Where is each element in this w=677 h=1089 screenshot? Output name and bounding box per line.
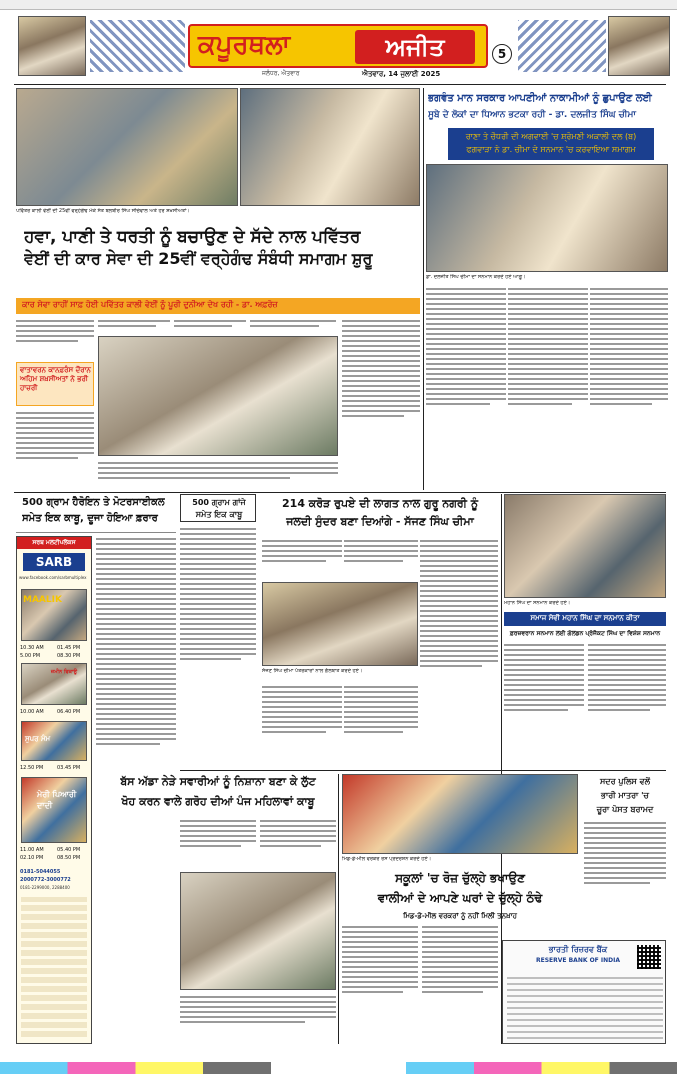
right-top-subhead-1: ਰਾਣਾ ਤੇ ਚੌਧਰੀ ਦੀ ਅਗਵਾਈ 'ਚ ਸ਼੍ਰੋਮਣੀ ਅਕਾਲੀ ਦਲ (ਬ) bbox=[465, 132, 637, 141]
police-headline-2: ਭਾਰੀ ਮਾਤਰਾ 'ਚ bbox=[601, 791, 649, 800]
movie-time-1a: 10.30 AM bbox=[20, 645, 44, 651]
top-story-col-2 bbox=[98, 318, 170, 334]
cinema-ad-website: www.facebook.com/sarbmultiplex bbox=[19, 575, 87, 580]
robbery-col-3 bbox=[180, 994, 336, 1044]
masthead-title-right: ਅਜੀਤ bbox=[355, 30, 475, 64]
heroin-headline-1: 500 ਗ੍ਰਾਮ ਹੈਰੋਇਨ ਤੇ ਮੋਟਰਸਾਈਕਲ bbox=[22, 497, 165, 508]
masthead-subtitle: ਜਲੰਧਰ, ਐਤਵਾਰ bbox=[262, 70, 300, 77]
robbery-photo bbox=[180, 872, 336, 990]
movie-time-1c: 5.00 PM bbox=[20, 653, 41, 659]
top-story-box-label: ਵਾਤਾਵਰਨ ਕਾਨਫ਼ਰੰਸ ਦੌਰਾਨ ਅਹਿਮ ਸ਼ਖ਼ਸੀਅਤਾਂ ਨੇ ਭਰੀ ਹਾਜ਼ਰੀ bbox=[20, 366, 91, 392]
crore-col-1 bbox=[262, 538, 342, 578]
movie-title-1: MAALIK bbox=[23, 595, 62, 605]
schools-headline-1: ਸਕੂਲਾਂ 'ਚ ਰੋਜ਼ ਚੁੱਲ੍ਹੇ ਭਖਾਉਣ bbox=[395, 871, 525, 885]
movie-time-2a: 10.00 AM bbox=[20, 709, 44, 715]
masthead-title-left: ਕਪੂਰਥਲਾ bbox=[198, 30, 291, 60]
top-photo-1 bbox=[16, 88, 238, 206]
cinema-ad bbox=[16, 536, 92, 1044]
heroin-headline-2: ਸਮੇਤ ਇਕ ਕਾਬੂ, ਦੂਜਾ ਹੋਇਆ ਫ਼ਰਾਰ bbox=[22, 513, 158, 524]
masthead-banner bbox=[188, 24, 488, 68]
small-story-headline-2: ਸਮੇਤ ਇਕ ਕਾਬੂ bbox=[195, 510, 243, 519]
top-right-divider bbox=[423, 88, 424, 490]
crore-headline-2: ਜਲਦੀ ਸੁੰਦਰ ਬਣਾ ਦਿਆਂਗੇ - ਸੱਜਣ ਸਿੰਘ ਚੀਮਾ bbox=[286, 515, 474, 528]
small-story-headline-1: 500 ਗ੍ਰਾਮ ਗਾਂਜੇ bbox=[192, 498, 246, 507]
movie-time-2b: 06.40 PM bbox=[57, 709, 81, 715]
top-story-col-6 bbox=[342, 318, 420, 488]
movie-time-3a: 12.50 PM bbox=[20, 765, 44, 771]
right-mid-headline: ਸਮਾਜ ਸੇਵੀ ਮਹਾਨ ਸਿੰਘ ਦਾ ਸਨਮਾਨ ਕੀਤਾ bbox=[530, 614, 640, 622]
masthead bbox=[0, 14, 677, 82]
bank-ad-body bbox=[507, 973, 663, 1039]
page-number: 5 bbox=[497, 47, 507, 61]
crore-col-2 bbox=[344, 538, 418, 578]
masthead-photo-right bbox=[608, 16, 670, 76]
movie-time-1b: 01.45 PM bbox=[57, 645, 81, 651]
mid-rule bbox=[14, 492, 666, 493]
right-top-subhead-2: ਫਗਵਾੜਾ ਨੇ ਡਾ. ਚੀਮਾ ਦੇ ਸਨਮਾਨ 'ਚ ਕਰਵਾਇਆ ਸਮਾਗਮ bbox=[466, 145, 636, 154]
top-story-col-3 bbox=[174, 318, 246, 334]
masthead-photo-left bbox=[18, 16, 86, 76]
cinema-phone-3: 0181-2299000, 2288400 bbox=[20, 885, 70, 890]
crore-col-4 bbox=[344, 684, 418, 766]
protest-photo-caption: ਮਿਡ-ਡੇ-ਮੀਲ ਵਰਕਰ ਰੋਸ ਪ੍ਰਦਰਸ਼ਨ ਕਰਦੇ ਹੋਏ। bbox=[342, 856, 432, 862]
masthead-pattern-right bbox=[518, 20, 606, 72]
masthead-pattern-left bbox=[90, 20, 185, 72]
masthead-date: ਐਤਵਾਰ, 14 ਜੁਲਾਈ 2025 bbox=[362, 70, 441, 78]
cinema-ad-brand: SARB bbox=[23, 553, 85, 571]
schools-subhead: ਮਿਡ-ਡੇ-ਮੀਲ ਵਰਕਰਾਂ ਨੂੰ ਨਹੀਂ ਮਿਲੀ ਤਨਖ਼ਾਹ bbox=[403, 912, 517, 920]
heroin-col-1 bbox=[96, 536, 176, 896]
crore-col-5 bbox=[420, 538, 498, 766]
robbery-col-2 bbox=[260, 818, 336, 868]
movie-title-4: ਮੇਰੀ ਪਿਆਰੀ ਦਾਦੀ bbox=[37, 790, 77, 810]
lower-rule bbox=[180, 770, 666, 771]
robbery-col-1 bbox=[180, 818, 256, 868]
bank-ad-title-en: RESERVE BANK OF INDIA bbox=[536, 957, 620, 964]
top-story-col-1b bbox=[16, 410, 94, 490]
page-number-badge bbox=[492, 44, 512, 64]
cinema-ad-filler bbox=[21, 897, 87, 1037]
bottom-strip bbox=[0, 1062, 677, 1074]
top-story-photo-3 bbox=[98, 336, 338, 456]
crore-photo bbox=[262, 582, 418, 666]
cinema-ad-header-text: ਸਰਬ ਮਲਟੀਪਲੈਕਸ bbox=[32, 539, 76, 546]
movie-title-3: ਸੁਪਰ ਮੰਮ bbox=[25, 735, 51, 743]
top-story-subhead-text: ਕਾਰ ਸੇਵਾ ਰਾਹੀਂ ਸਾਫ਼ ਹੋਈ ਪਵਿੱਤਰ ਕਾਲੀ ਵੇਈਂ ਨੂੰ ਪੂਰੀ ਦੁਨੀਆ ਦੇਖ ਰਹੀ - ਡਾ. ਅਫ਼ਰੋਜ਼ bbox=[22, 300, 278, 309]
top-photo-caption: ਪਵਿੱਤਰ ਕਾਲੀ ਵੇਈਂ ਦੀ 25ਵੀਂ ਵਰ੍ਹੇਗੰਢ ਮੌਕੇ ਸੰਤ ਬਲਬੀਰ ਸਿੰਘ ਸੀਚੇਵਾਲ ਅਤੇ ਹੋਰ ਸ਼ਖ਼ਸੀਅਤਾਂ। bbox=[16, 208, 190, 214]
heroin-rule bbox=[16, 532, 176, 533]
robbery-divider bbox=[338, 774, 339, 1044]
cinema-ad-header bbox=[17, 537, 91, 549]
right-mid-subhead: ਫ਼ਰਜ਼ਵਰਾਨ ਸਨਮਾਨ ਲਈ ਗੋਲਡਨ ਪ੍ਰੋਜੈਕਟ ਸਿੰਘ ਦਾ ਵਿਸ਼ੇਸ਼ ਸਨਮਾਨ bbox=[509, 630, 661, 637]
movie-time-3b: 03.45 PM bbox=[57, 765, 81, 771]
movie-title-2: ਜ਼ਮੀਨ ਵਿਕਾਊ bbox=[51, 669, 78, 675]
top-story-col-5 bbox=[98, 460, 338, 488]
protest-photo bbox=[342, 774, 578, 854]
bank-ad bbox=[502, 940, 666, 1044]
cheema-photo-caption: ਡਾ. ਦਲਜੀਤ ਸਿੰਘ ਚੀਮਾ ਦਾ ਸਨਮਾਨ ਕਰਦੇ ਹੋਏ ਆਗੂ। bbox=[426, 274, 526, 280]
bank-ad-qr-icon bbox=[637, 945, 661, 969]
top-story-subhead bbox=[16, 298, 420, 314]
police-headline-3: ਚੂਰਾ ਪੋਸਤ ਬਰਾਮਦ bbox=[596, 805, 654, 814]
police-headline-1: ਸਦਰ ਪੁਲਿਸ ਵਲੋਂ bbox=[599, 777, 651, 786]
right-top-subhead-box bbox=[448, 128, 654, 160]
right-mid-col-1 bbox=[504, 642, 584, 766]
top-story-box bbox=[16, 362, 94, 406]
small-story-col bbox=[180, 526, 256, 766]
crore-col-3 bbox=[262, 684, 342, 766]
movie-time-4b: 05.40 PM bbox=[57, 847, 81, 853]
masthead-rule bbox=[14, 84, 666, 85]
top-story-headline-2: ਵੇਈਂ ਦੀ ਕਾਰ ਸੇਵਾ ਦੀ 25ਵੀਂ ਵਰ੍ਹੇਗੰਢ ਸੰਬੰਧੀ ਸਮਾਗਮ ਸ਼ੁਰੂ bbox=[24, 249, 373, 268]
right-mid-col-2 bbox=[588, 642, 666, 766]
top-story-headline-1: ਹਵਾ, ਪਾਣੀ ਤੇ ਧਰਤੀ ਨੂੰ ਬਚਾਉਣ ਦੇ ਸੱਦੇ ਨਾਲ ਪਵਿੱਤਰ bbox=[24, 227, 361, 247]
schools-headline-2: ਵਾਲੀਆਂ ਦੇ ਆਪਣੇ ਘਰਾਂ ਦੇ ਚੁੱਲ੍ਹੇ ਠੰਢੇ bbox=[377, 891, 543, 905]
cinema-phone-2: 2000772-3000772 bbox=[20, 877, 71, 883]
top-photo-2 bbox=[240, 88, 420, 206]
movie-time-4d: 08.50 PM bbox=[57, 855, 81, 861]
right-top-col-1 bbox=[426, 286, 506, 490]
schools-col-2 bbox=[422, 924, 498, 1044]
cinema-phone-1: 0181-5044055 bbox=[20, 869, 61, 875]
right-mid-headline-box bbox=[504, 612, 666, 626]
robbery-headline-1: ਬੱਸ ਅੱਡਾ ਨੇੜੇ ਸਵਾਰੀਆਂ ਨੂੰ ਨਿਸ਼ਾਨਾ ਬਣਾ ਕੇ ਲੁੱਟ bbox=[120, 775, 316, 788]
small-story-box bbox=[180, 494, 256, 522]
robbery-headline-2: ਖੋਹ ਕਰਨ ਵਾਲੇ ਗਰੋਹ ਦੀਆਂ ਪੰਜ ਮਹਿਲਾਵਾਂ ਕਾਬੂ bbox=[121, 795, 315, 808]
bank-ad-title-pa: ਭਾਰਤੀ ਰਿਜ਼ਰਵ ਬੈਂਕ bbox=[548, 945, 608, 954]
right-top-headline-2: ਸੂਬੇ ਦੇ ਲੋਕਾਂ ਦਾ ਧਿਆਨ ਭਟਕਾ ਰਹੀ - ਡਾ. ਦਲਜੀਤ ਸਿੰਘ ਚੀਮਾ bbox=[428, 110, 636, 120]
movie-time-4c: 02.10 PM bbox=[20, 855, 44, 861]
police-col bbox=[584, 820, 666, 930]
crore-photo-caption: ਸੱਜਣ ਸਿੰਘ ਚੀਮਾ ਪੱਤਰਕਾਰਾਂ ਨਾਲ ਗੱਲਬਾਤ ਕਰਦੇ ਹੋਏ। bbox=[262, 668, 363, 674]
schools-col-1 bbox=[342, 924, 418, 1044]
movie-time-1d: 08.30 PM bbox=[57, 653, 81, 659]
right-top-col-3 bbox=[590, 286, 668, 490]
mahan-photo bbox=[504, 494, 666, 598]
top-strip bbox=[0, 0, 677, 10]
cheema-photo bbox=[426, 164, 668, 272]
right-top-headline-1: ਭਗਵੰਤ ਮਾਨ ਸਰਕਾਰ ਆਪਣੀਆਂ ਨਾਕਾਮੀਆਂ ਨੂੰ ਛੁਪਾਉਣ ਲਈ bbox=[428, 93, 652, 104]
right-top-col-2 bbox=[508, 286, 588, 490]
movie-time-4a: 11.00 AM bbox=[20, 847, 44, 853]
top-story-col-1 bbox=[16, 318, 94, 358]
top-story-col-4 bbox=[250, 318, 336, 334]
mahan-photo-caption: ਮਹਾਨ ਸਿੰਘ ਦਾ ਸਨਮਾਨ ਕਰਦੇ ਹੋਏ। bbox=[504, 600, 571, 606]
crore-headline-1: 214 ਕਰੋੜ ਰੁਪਏ ਦੀ ਲਾਗਤ ਨਾਲ ਗੁਰੂ ਨਗਰੀ ਨੂੰ bbox=[282, 497, 478, 510]
